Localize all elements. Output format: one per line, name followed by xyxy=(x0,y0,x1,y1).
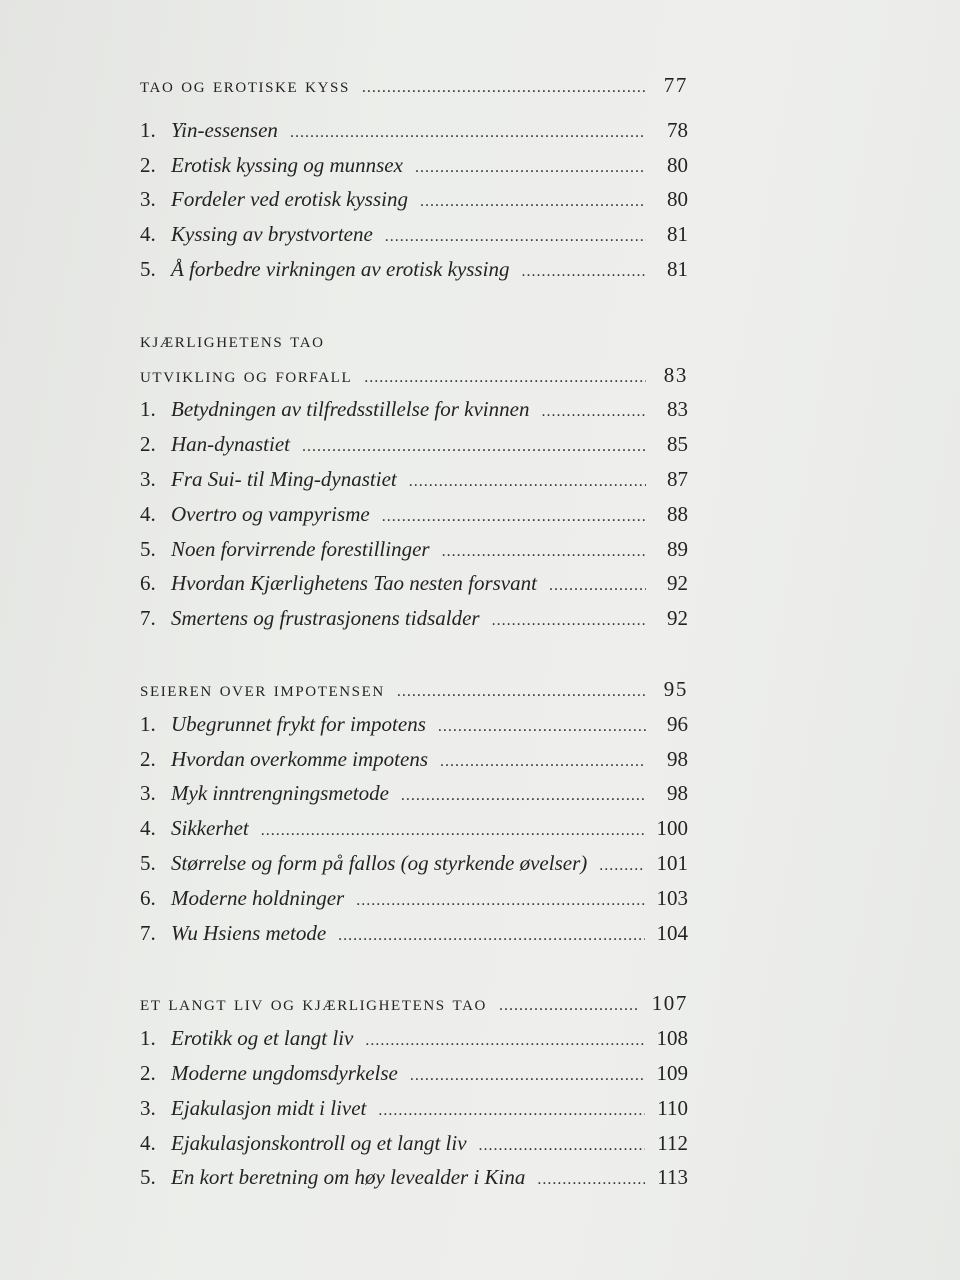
entry-title: En kort beretning om høy levealder i Kina xyxy=(171,1165,526,1190)
page-number: 96 xyxy=(667,711,688,736)
page-number: 78 xyxy=(667,117,688,142)
entry-number: 5. xyxy=(140,850,156,875)
dot-leader xyxy=(521,255,646,290)
entry-title: Myk inntrengningsmetode xyxy=(171,781,389,806)
entry-number: 1. xyxy=(140,711,156,736)
dot-leader xyxy=(261,814,645,849)
entry-number: 2. xyxy=(140,1060,156,1085)
page-number: 107 xyxy=(651,991,688,1016)
entry-title: Hvordan Kjærlighetens Tao nesten forsvant xyxy=(171,571,537,596)
entry-title: Smertens og frustrasjonens tidsalder xyxy=(171,606,480,631)
entry-number: 6. xyxy=(140,885,156,910)
page-number: 92 xyxy=(667,571,688,596)
entry-title: Overtro og vampyrisme xyxy=(171,501,370,526)
page-number: 92 xyxy=(667,606,688,631)
entry-title: Noen forvirrende forestillinger xyxy=(171,536,430,561)
entry-number: 6. xyxy=(140,571,156,596)
toc-entry[interactable] xyxy=(140,846,688,881)
page-number: 81 xyxy=(667,256,688,281)
dot-leader xyxy=(438,710,646,745)
page-number: 103 xyxy=(656,885,688,910)
page-number: 113 xyxy=(657,1165,688,1190)
entry-title: Ejakulasjonskontroll og et langt liv xyxy=(171,1130,467,1155)
entry-number: 2. xyxy=(140,152,156,177)
toc-entry[interactable] xyxy=(140,916,688,951)
page-number: 83 xyxy=(667,397,688,422)
page-number: 77 xyxy=(663,73,688,97)
dot-leader xyxy=(549,569,646,604)
toc-section-heading[interactable] xyxy=(140,986,688,1021)
page-number: 80 xyxy=(667,187,688,212)
entry-title: Størrelse og form på fallos (og styrkende øvelser) xyxy=(171,850,588,875)
toc-entry[interactable] xyxy=(140,811,688,846)
toc-entry[interactable] xyxy=(140,881,688,916)
entry-number: 5. xyxy=(140,536,156,561)
entry-number: 7. xyxy=(140,920,156,945)
entry-title: Han-dynastiet xyxy=(171,432,290,457)
entry-title: Yin-essensen xyxy=(171,117,278,142)
entry-title: Betydningen av tilfredsstillelse for kvinnen xyxy=(171,397,530,422)
entry-title: Wu Hsiens metode xyxy=(171,920,327,945)
page-number: 110 xyxy=(657,1095,688,1120)
entry-title: Sikkerhet xyxy=(171,816,249,841)
entry-number: 4. xyxy=(140,501,156,526)
dot-leader xyxy=(479,1129,646,1164)
entry-number: 4. xyxy=(140,222,156,247)
toc-entry[interactable] xyxy=(140,1091,688,1126)
page-number: 109 xyxy=(656,1060,688,1085)
entry-title: Å forbedre virkningen av erotisk kyssing xyxy=(171,256,510,281)
entry-title: Moderne holdninger xyxy=(171,885,345,910)
dot-leader xyxy=(442,535,646,570)
dot-leader xyxy=(365,1024,644,1059)
toc-entry[interactable] xyxy=(140,148,688,183)
toc-section xyxy=(140,672,688,950)
page-number: 83 xyxy=(663,362,688,387)
dot-leader xyxy=(492,604,646,639)
toc-entry[interactable] xyxy=(140,113,688,148)
entry-number: 4. xyxy=(140,816,156,841)
entry-number: 2. xyxy=(140,746,156,771)
entry-title: Fordeler ved erotisk kyssing xyxy=(171,187,408,212)
dot-leader xyxy=(401,779,646,814)
dot-leader xyxy=(410,1059,645,1094)
dot-leader xyxy=(537,1163,645,1198)
toc-section-heading[interactable] xyxy=(140,358,688,393)
page-number: 100 xyxy=(656,816,688,841)
toc-entry[interactable] xyxy=(140,1160,688,1195)
dot-leader xyxy=(382,500,646,535)
toc-entry[interactable] xyxy=(140,217,688,252)
page-number: 89 xyxy=(667,536,688,561)
toc-entry[interactable] xyxy=(140,532,688,567)
entry-title: Moderne ungdomsdyrkelse xyxy=(171,1060,398,1085)
entry-title: Kyssing av brystvortene xyxy=(171,222,373,247)
page-number: 112 xyxy=(657,1130,688,1155)
dot-leader xyxy=(338,919,644,954)
toc-entry[interactable] xyxy=(140,182,688,217)
section-title: tao og erotiske kyss xyxy=(140,73,350,97)
dot-leader xyxy=(302,430,646,465)
page-number: 104 xyxy=(656,920,688,945)
entry-number: 2. xyxy=(140,432,156,457)
dot-leader xyxy=(440,745,646,780)
page-number: 80 xyxy=(667,152,688,177)
dot-leader xyxy=(364,361,646,396)
dot-leader xyxy=(378,1094,645,1129)
entry-title: Fra Sui- til Ming-dynastiet xyxy=(171,466,397,491)
toc-section xyxy=(140,986,688,1195)
toc-section xyxy=(140,68,688,287)
section-title: seieren over impotensen xyxy=(140,676,385,701)
entry-number: 1. xyxy=(140,117,156,142)
entry-title: Ubegrunnet frykt for impotens xyxy=(171,711,426,736)
entry-number: 7. xyxy=(140,606,156,631)
section-title: utvikling og forfall xyxy=(140,362,353,387)
entry-title: Ejakulasjon midt i livet xyxy=(171,1095,367,1120)
page-number: 98 xyxy=(667,781,688,806)
page-number: 88 xyxy=(667,501,688,526)
entry-number: 5. xyxy=(140,1165,156,1190)
page-number: 81 xyxy=(667,222,688,247)
toc-entry[interactable] xyxy=(140,1056,688,1091)
entry-number: 5. xyxy=(140,256,156,281)
table-of-contents xyxy=(140,68,688,1231)
toc-section-heading[interactable] xyxy=(140,68,688,103)
dot-leader xyxy=(415,151,646,186)
toc-entry[interactable] xyxy=(140,392,688,427)
page-number: 95 xyxy=(663,676,688,701)
entry-number: 4. xyxy=(140,1130,156,1155)
entry-number: 3. xyxy=(140,1095,156,1120)
page-number: 108 xyxy=(656,1026,688,1051)
toc-entry[interactable] xyxy=(140,566,688,601)
page-number: 98 xyxy=(667,746,688,771)
section-title-line: kjærlighetens tao xyxy=(140,327,325,352)
entry-number: 1. xyxy=(140,1026,156,1051)
toc-section-heading[interactable] xyxy=(140,672,688,707)
toc-entry[interactable] xyxy=(140,462,688,497)
toc-entry[interactable] xyxy=(140,427,688,462)
toc-section xyxy=(140,323,688,636)
toc-entry[interactable] xyxy=(140,601,688,636)
dot-leader xyxy=(356,884,644,919)
toc-entry[interactable] xyxy=(140,252,688,287)
entry-title: Erotisk kyssing og munnsex xyxy=(171,152,403,177)
entry-number: 3. xyxy=(140,466,156,491)
entry-number: 1. xyxy=(140,397,156,422)
entry-number: 3. xyxy=(140,781,156,806)
entry-title: Hvordan overkomme impotens xyxy=(171,746,428,771)
entry-number: 3. xyxy=(140,187,156,212)
dot-leader xyxy=(397,675,646,710)
toc-entry[interactable] xyxy=(140,1126,688,1161)
toc-entry[interactable] xyxy=(140,707,688,742)
toc-entry[interactable] xyxy=(140,1021,688,1056)
dot-leader xyxy=(541,395,646,430)
dot-leader xyxy=(385,220,646,255)
dot-leader xyxy=(599,849,644,884)
page-number: 87 xyxy=(667,466,688,491)
section-title: et langt liv og kjærlighetens tao xyxy=(140,991,487,1016)
dot-leader xyxy=(420,185,646,220)
dot-leader xyxy=(362,71,646,106)
toc-entry[interactable] xyxy=(140,742,688,777)
dot-leader xyxy=(290,116,646,151)
dot-leader xyxy=(499,989,640,1024)
dot-leader xyxy=(409,465,646,500)
page-number: 85 xyxy=(667,432,688,457)
entry-title: Erotikk og et langt liv xyxy=(171,1026,354,1051)
toc-entry[interactable] xyxy=(140,497,688,532)
page-number: 101 xyxy=(656,850,688,875)
toc-entry[interactable] xyxy=(140,776,688,811)
